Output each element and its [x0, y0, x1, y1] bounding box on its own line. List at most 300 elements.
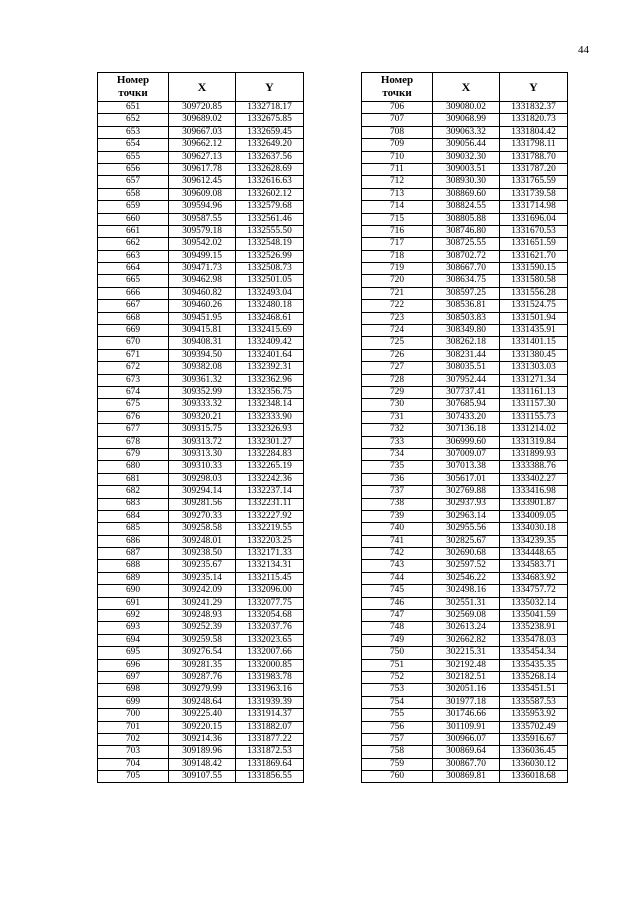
cell-x: 309415.81 [169, 325, 236, 337]
cell-y: 1332242.36 [236, 473, 304, 485]
cell-point-number: 758 [362, 746, 433, 758]
cell-y: 1332548.19 [236, 238, 304, 250]
cell-x: 302613.24 [433, 622, 500, 634]
table-row [98, 473, 304, 485]
cell-point-number: 680 [98, 461, 169, 473]
cell-x: 309662.12 [169, 139, 236, 151]
table-row [98, 238, 304, 250]
table-row [362, 362, 568, 374]
cell-y: 1331501.94 [500, 312, 568, 324]
cell-y: 1331556.28 [500, 287, 568, 299]
cell-y: 1332526.99 [236, 250, 304, 262]
cell-point-number: 665 [98, 275, 169, 287]
cell-x: 302597.52 [433, 560, 500, 572]
table-row [362, 102, 568, 114]
cell-x: 308725.55 [433, 238, 500, 250]
cell-x: 309068.99 [433, 114, 500, 126]
cell-point-number: 659 [98, 201, 169, 213]
table-row [362, 213, 568, 225]
table-row [98, 312, 304, 324]
cell-point-number: 713 [362, 188, 433, 200]
cell-point-number: 668 [98, 312, 169, 324]
table-row [98, 572, 304, 584]
cell-x: 300869.64 [433, 746, 500, 758]
cell-y: 1335435.35 [500, 659, 568, 671]
cell-x: 308667.70 [433, 263, 500, 275]
cell-y: 1331303.03 [500, 362, 568, 374]
table-row [362, 498, 568, 510]
table-row [98, 498, 304, 510]
header-y: Y [236, 73, 304, 102]
table-row [98, 560, 304, 572]
cell-point-number: 736 [362, 473, 433, 485]
cell-y: 1331804.42 [500, 126, 568, 138]
cell-y: 1333901.87 [500, 498, 568, 510]
table-row [362, 325, 568, 337]
cell-point-number: 704 [98, 758, 169, 770]
cell-x: 309667.03 [169, 126, 236, 138]
cell-point-number: 710 [362, 151, 433, 163]
table-row [98, 424, 304, 436]
cell-y: 1331696.04 [500, 213, 568, 225]
table-row [98, 139, 304, 151]
cell-point-number: 748 [362, 622, 433, 634]
cell-x: 300869.81 [433, 771, 500, 783]
cell-point-number: 731 [362, 411, 433, 423]
cell-y: 1332171.33 [236, 548, 304, 560]
cell-x: 309032.30 [433, 151, 500, 163]
cell-y: 1331869.64 [236, 758, 304, 770]
cell-x: 309462.98 [169, 275, 236, 287]
table-row [362, 659, 568, 671]
cell-y: 1334683.92 [500, 572, 568, 584]
table-row [362, 337, 568, 349]
cell-point-number: 743 [362, 560, 433, 572]
cell-x: 300867.70 [433, 758, 500, 770]
table-row [362, 684, 568, 696]
table-row [362, 647, 568, 659]
cell-point-number: 732 [362, 424, 433, 436]
cell-point-number: 735 [362, 461, 433, 473]
cell-y: 1332401.64 [236, 349, 304, 361]
cell-y: 1331590.15 [500, 263, 568, 275]
table-row [98, 411, 304, 423]
table-row [362, 349, 568, 361]
cell-y: 1331872.53 [236, 746, 304, 758]
cell-y: 1331832.37 [500, 102, 568, 114]
table-row [362, 610, 568, 622]
cell-point-number: 696 [98, 659, 169, 671]
cell-point-number: 722 [362, 300, 433, 312]
cell-y: 1332231.11 [236, 498, 304, 510]
header-point-number: Номер точки [362, 73, 433, 102]
cell-y: 1332649.20 [236, 139, 304, 151]
cell-point-number: 733 [362, 436, 433, 448]
cell-y: 1331856.55 [236, 771, 304, 783]
cell-point-number: 744 [362, 572, 433, 584]
table-row [362, 374, 568, 386]
cell-x: 302551.31 [433, 597, 500, 609]
cell-point-number: 678 [98, 436, 169, 448]
cell-x: 308702.72 [433, 250, 500, 262]
cell-point-number: 726 [362, 349, 433, 361]
cell-x: 301977.18 [433, 696, 500, 708]
table-row [362, 696, 568, 708]
cell-y: 1331899.93 [500, 448, 568, 460]
table-row [98, 126, 304, 138]
cell-x: 308805.88 [433, 213, 500, 225]
table-row [362, 585, 568, 597]
cell-x: 308503.83 [433, 312, 500, 324]
cell-y: 1336030.12 [500, 758, 568, 770]
cell-y: 1334757.72 [500, 585, 568, 597]
cell-x: 309499.15 [169, 250, 236, 262]
cell-x: 309313.72 [169, 436, 236, 448]
cell-y: 1335916.67 [500, 733, 568, 745]
table-row [98, 622, 304, 634]
table-row [362, 263, 568, 275]
table-row [362, 386, 568, 398]
cell-y: 1335041.59 [500, 610, 568, 622]
cell-x: 309242.09 [169, 585, 236, 597]
cell-x: 309451.95 [169, 312, 236, 324]
cell-x: 302825.67 [433, 535, 500, 547]
cell-point-number: 719 [362, 263, 433, 275]
cell-x: 308349.80 [433, 325, 500, 337]
cell-point-number: 729 [362, 386, 433, 398]
cell-point-number: 669 [98, 325, 169, 337]
cell-x: 309720.85 [169, 102, 236, 114]
table-row [362, 399, 568, 411]
cell-x: 302546.22 [433, 572, 500, 584]
cell-x: 309238.50 [169, 548, 236, 560]
cell-point-number: 676 [98, 411, 169, 423]
cell-point-number: 694 [98, 634, 169, 646]
cell-point-number: 759 [362, 758, 433, 770]
cell-y: 1332284.83 [236, 448, 304, 460]
cell-y: 1332227.92 [236, 510, 304, 522]
table-row [362, 300, 568, 312]
cell-point-number: 712 [362, 176, 433, 188]
table-row [98, 374, 304, 386]
table-row [98, 548, 304, 560]
table-row [98, 597, 304, 609]
cell-y: 1332480.18 [236, 300, 304, 312]
cell-y: 1332237.14 [236, 486, 304, 498]
table-row [98, 386, 304, 398]
table-row [362, 225, 568, 237]
cell-point-number: 661 [98, 225, 169, 237]
cell-x: 309258.58 [169, 523, 236, 535]
table-row [362, 312, 568, 324]
cell-x: 309189.96 [169, 746, 236, 758]
cell-x: 309107.55 [169, 771, 236, 783]
cell-x: 309471.73 [169, 263, 236, 275]
cell-y: 1334448.65 [500, 548, 568, 560]
cell-x: 306999.60 [433, 436, 500, 448]
table-row [362, 572, 568, 584]
cell-y: 1332265.19 [236, 461, 304, 473]
cell-y: 1332637.56 [236, 151, 304, 163]
header-x: X [169, 73, 236, 102]
table-row [362, 201, 568, 213]
cell-x: 309287.76 [169, 671, 236, 683]
cell-x: 309408.31 [169, 337, 236, 349]
cell-y: 1331157.30 [500, 399, 568, 411]
cell-point-number: 728 [362, 374, 433, 386]
cell-x: 309241.29 [169, 597, 236, 609]
cell-x: 309214.36 [169, 733, 236, 745]
cell-x: 309063.32 [433, 126, 500, 138]
table-row [98, 263, 304, 275]
cell-x: 309612.45 [169, 176, 236, 188]
cell-point-number: 652 [98, 114, 169, 126]
cell-x: 302963.14 [433, 510, 500, 522]
cell-x: 309279.99 [169, 684, 236, 696]
table-row [98, 287, 304, 299]
cell-y: 1335268.14 [500, 671, 568, 683]
cell-y: 1332007.66 [236, 647, 304, 659]
cell-y: 1332362.96 [236, 374, 304, 386]
cell-x: 309270.33 [169, 510, 236, 522]
table-row [98, 448, 304, 460]
cell-y: 1331651.59 [500, 238, 568, 250]
cell-point-number: 684 [98, 510, 169, 522]
cell-y: 1331877.22 [236, 733, 304, 745]
cell-x: 308035.51 [433, 362, 500, 374]
cell-y: 1332579.68 [236, 201, 304, 213]
cell-point-number: 685 [98, 523, 169, 535]
cell-y: 1331155.73 [500, 411, 568, 423]
cell-y: 1335702.49 [500, 721, 568, 733]
cell-y: 1331788.70 [500, 151, 568, 163]
cell-y: 1332301.27 [236, 436, 304, 448]
cell-point-number: 693 [98, 622, 169, 634]
cell-point-number: 751 [362, 659, 433, 671]
cell-point-number: 698 [98, 684, 169, 696]
cell-point-number: 756 [362, 721, 433, 733]
cell-y: 1331787.20 [500, 163, 568, 175]
cell-point-number: 749 [362, 634, 433, 646]
cell-y: 1331820.73 [500, 114, 568, 126]
cell-y: 1332616.63 [236, 176, 304, 188]
table-row [98, 647, 304, 659]
cell-y: 1331798.11 [500, 139, 568, 151]
cell-point-number: 697 [98, 671, 169, 683]
cell-x: 309460.82 [169, 287, 236, 299]
table-row [98, 684, 304, 696]
cell-point-number: 734 [362, 448, 433, 460]
cell-x: 308869.60 [433, 188, 500, 200]
cell-y: 1332115.45 [236, 572, 304, 584]
cell-y: 1335478.03 [500, 634, 568, 646]
cell-x: 307009.07 [433, 448, 500, 460]
coordinates-table-left [97, 72, 304, 783]
cell-point-number: 760 [362, 771, 433, 783]
cell-point-number: 752 [362, 671, 433, 683]
cell-point-number: 658 [98, 188, 169, 200]
cell-point-number: 715 [362, 213, 433, 225]
cell-y: 1332628.69 [236, 163, 304, 175]
cell-x: 308746.80 [433, 225, 500, 237]
table-row [98, 300, 304, 312]
cell-point-number: 651 [98, 102, 169, 114]
cell-x: 309609.08 [169, 188, 236, 200]
cell-point-number: 730 [362, 399, 433, 411]
table-row [98, 362, 304, 374]
cell-x: 308824.55 [433, 201, 500, 213]
cell-y: 1331319.84 [500, 436, 568, 448]
cell-point-number: 707 [362, 114, 433, 126]
cell-x: 309248.01 [169, 535, 236, 547]
table-row [98, 176, 304, 188]
table-row [98, 399, 304, 411]
cell-x: 309382.08 [169, 362, 236, 374]
cell-point-number: 701 [98, 721, 169, 733]
table-row [98, 275, 304, 287]
cell-y: 1332333.90 [236, 411, 304, 423]
cell-x: 309627.13 [169, 151, 236, 163]
cell-y: 1336018.68 [500, 771, 568, 783]
cell-x: 309617.78 [169, 163, 236, 175]
cell-point-number: 702 [98, 733, 169, 745]
table-row [362, 758, 568, 770]
table-row [362, 238, 568, 250]
cell-y: 1331161.13 [500, 386, 568, 398]
cell-y: 1332468.61 [236, 312, 304, 324]
cell-x: 308634.75 [433, 275, 500, 287]
cell-point-number: 689 [98, 572, 169, 584]
cell-y: 1331621.70 [500, 250, 568, 262]
cell-x: 307433.20 [433, 411, 500, 423]
cell-x: 309252.39 [169, 622, 236, 634]
table-row [362, 126, 568, 138]
table-row [362, 721, 568, 733]
cell-y: 1332203.25 [236, 535, 304, 547]
table-row [98, 436, 304, 448]
cell-point-number: 675 [98, 399, 169, 411]
table-row [362, 746, 568, 758]
cell-y: 1332077.75 [236, 597, 304, 609]
table-row [362, 250, 568, 262]
cell-y: 1332326.93 [236, 424, 304, 436]
cell-point-number: 667 [98, 300, 169, 312]
table-row [362, 275, 568, 287]
table-row [98, 151, 304, 163]
cell-y: 1332037.76 [236, 622, 304, 634]
table-row [98, 771, 304, 783]
table-row [98, 225, 304, 237]
cell-x: 302051.16 [433, 684, 500, 696]
cell-point-number: 706 [362, 102, 433, 114]
cell-point-number: 691 [98, 597, 169, 609]
cell-point-number: 739 [362, 510, 433, 522]
table-row [362, 163, 568, 175]
cell-point-number: 745 [362, 585, 433, 597]
page-number: 44 [578, 44, 589, 56]
cell-y: 1332501.05 [236, 275, 304, 287]
table-row [98, 213, 304, 225]
cell-point-number: 687 [98, 548, 169, 560]
cell-x: 302662.82 [433, 634, 500, 646]
cell-x: 307013.38 [433, 461, 500, 473]
cell-point-number: 674 [98, 386, 169, 398]
cell-point-number: 657 [98, 176, 169, 188]
cell-x: 308597.25 [433, 287, 500, 299]
cell-x: 302690.68 [433, 548, 500, 560]
table-row [362, 560, 568, 572]
cell-point-number: 677 [98, 424, 169, 436]
cell-y: 1335238.91 [500, 622, 568, 634]
cell-y: 1335953.92 [500, 709, 568, 721]
table-row [98, 659, 304, 671]
cell-x: 309281.56 [169, 498, 236, 510]
cell-point-number: 671 [98, 349, 169, 361]
cell-x: 309594.96 [169, 201, 236, 213]
cell-x: 309542.02 [169, 238, 236, 250]
table-row [98, 671, 304, 683]
cell-y: 1331882.07 [236, 721, 304, 733]
cell-point-number: 662 [98, 238, 169, 250]
table-row [362, 436, 568, 448]
cell-x: 301746.66 [433, 709, 500, 721]
cell-x: 302192.48 [433, 659, 500, 671]
cell-y: 1331714.98 [500, 201, 568, 213]
cell-x: 302498.16 [433, 585, 500, 597]
cell-point-number: 653 [98, 126, 169, 138]
table-row [98, 758, 304, 770]
cell-y: 1332096.00 [236, 585, 304, 597]
cell-point-number: 727 [362, 362, 433, 374]
table-row [98, 709, 304, 721]
cell-point-number: 670 [98, 337, 169, 349]
table-row [362, 114, 568, 126]
cell-point-number: 690 [98, 585, 169, 597]
cell-y: 1335454.34 [500, 647, 568, 659]
cell-y: 1332493.04 [236, 287, 304, 299]
table-row [98, 201, 304, 213]
cell-x: 308536.81 [433, 300, 500, 312]
cell-y: 1335451.51 [500, 684, 568, 696]
cell-x: 309276.54 [169, 647, 236, 659]
cell-x: 309394.50 [169, 349, 236, 361]
table-row [362, 634, 568, 646]
cell-point-number: 655 [98, 151, 169, 163]
cell-y: 1335032.14 [500, 597, 568, 609]
cell-point-number: 746 [362, 597, 433, 609]
table-row [362, 424, 568, 436]
header-y: Y [500, 73, 568, 102]
cell-y: 1334030.18 [500, 523, 568, 535]
header-row [98, 73, 304, 102]
table-row [98, 102, 304, 114]
cell-y: 1331401.15 [500, 337, 568, 349]
cell-x: 302182.51 [433, 671, 500, 683]
table-row [98, 250, 304, 262]
cell-y: 1333402.27 [500, 473, 568, 485]
cell-point-number: 708 [362, 126, 433, 138]
table-row [362, 287, 568, 299]
table-row [362, 523, 568, 535]
cell-point-number: 738 [362, 498, 433, 510]
cell-point-number: 682 [98, 486, 169, 498]
table-row [362, 771, 568, 783]
cell-x: 309298.03 [169, 473, 236, 485]
cell-y: 1332219.55 [236, 523, 304, 535]
cell-point-number: 654 [98, 139, 169, 151]
cell-y: 1332555.50 [236, 225, 304, 237]
cell-y: 1332561.46 [236, 213, 304, 225]
